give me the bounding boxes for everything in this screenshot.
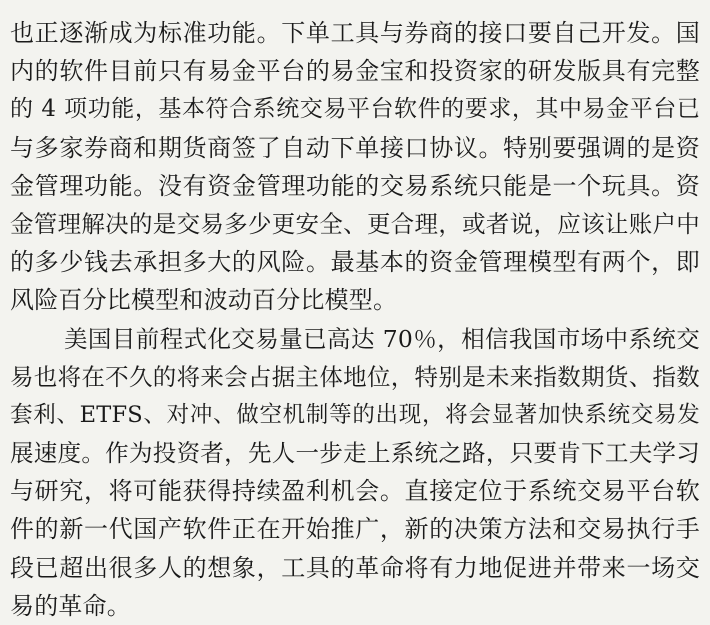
document-text [10, 14, 700, 625]
text-line: 也正逐渐成为标准功能。下单工具与券商的接口要自己开发。国 [10, 19, 700, 47]
text-line: 与研究，将可能获得持续盈利机会。直接定位于系统交易平台软 [10, 477, 700, 506]
text-line: 展速度。作为投资者，先人一步走上系统之路，只要肯下工夫学习 [10, 439, 700, 468]
text-line: 风险百分比模型和波动百分比模型。 [10, 286, 398, 315]
text-line: 的多少钱去承担多大的风险。最基本的资金管理模型有两个，即 [10, 248, 700, 277]
text-line: 段已超出很多人的想象，工具的革命将有力地促进并带来一场交 [10, 553, 700, 582]
text-line: 易也将在不久的将来会占据主体地位，特别是未来指数期货、指数 [10, 362, 700, 391]
text-line: 内的软件目前只有易金平台的易金宝和投资家的研发版具有完整 [10, 57, 700, 86]
text-line: 金管理功能。没有资金管理功能的交易系统只能是一个玩具。资 [10, 171, 700, 200]
text-line: 美国目前程式化交易量已高达 70％，相信我国市场中系统交 [64, 324, 700, 353]
text-line: 易的革命。 [10, 591, 131, 620]
text-line: 与多家券商和期货商签了自动下单接口协议。特别要强调的是资 [10, 133, 700, 162]
text-line: 件的新一代国产软件正在开始推广，新的决策方法和交易执行手 [10, 515, 700, 544]
text-line: 套利、ETFS、对冲、做空机制等的出现，将会显著加快系统交易发 [10, 401, 700, 428]
text-line: 的 4 项功能，基本符合系统交易平台软件的要求，其中易金平台已 [10, 96, 700, 123]
text-line: 金管理解决的是交易多少更安全、更合理，或者说，应该让账户中 [10, 209, 700, 238]
